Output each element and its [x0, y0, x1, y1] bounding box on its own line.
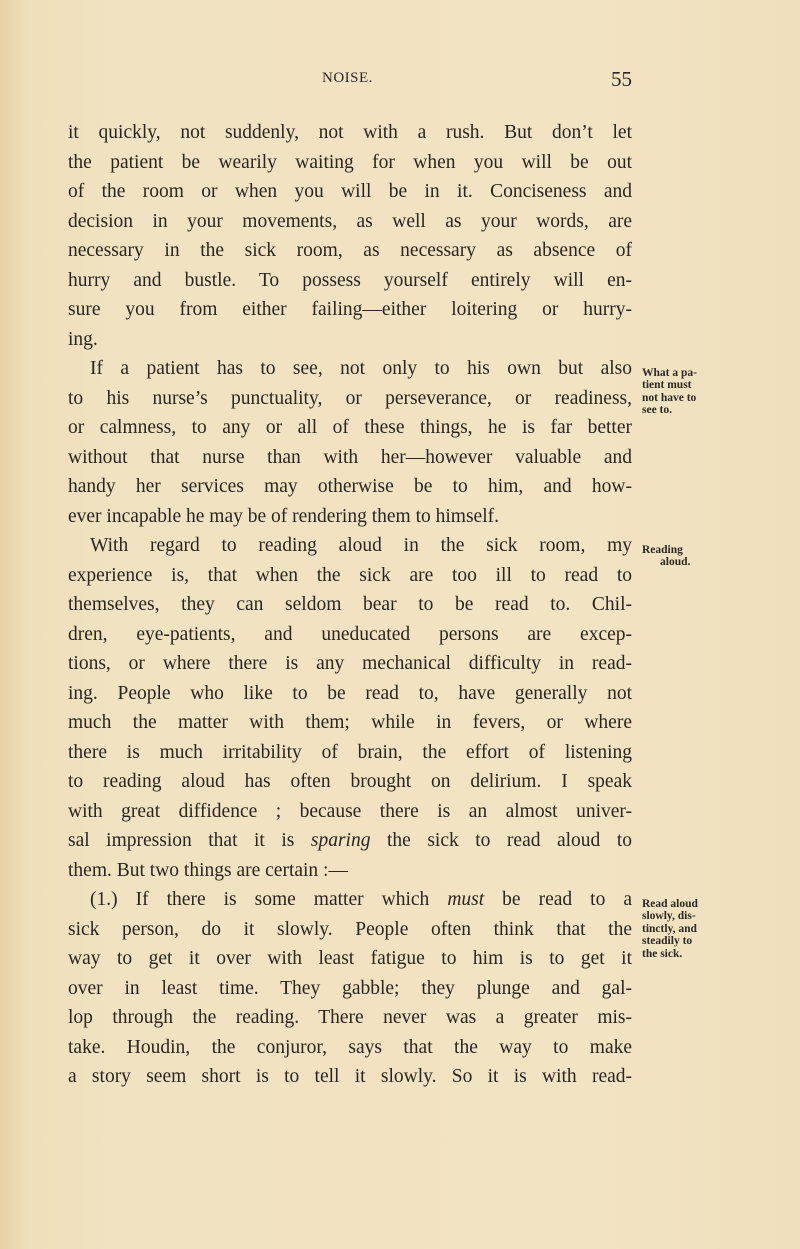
margin-note-line: aloud.: [660, 556, 691, 568]
text-line: it quickly, not suddenly, not with a rush. But don’t let: [68, 122, 632, 143]
text-line: sure you from either failing—either loitering or hurry-: [68, 299, 632, 320]
running-head-title: NOISE.: [322, 70, 373, 86]
text-line: to reading aloud has often brought on delirium. I speak: [68, 771, 632, 792]
text-line: sick person, do it slowly. People often think that the: [68, 918, 632, 940]
text-line: much the matter with them; while in fevers, or where: [68, 712, 632, 733]
text-line: over in least time. They gabble; they plunge and gal-: [68, 977, 632, 999]
text-line: them. But two things are certain :—: [68, 859, 348, 881]
text-line: way to get it over with least fatigue to him is to get it: [68, 948, 632, 969]
text-segment: the sick to read aloud to: [370, 830, 632, 851]
italic-word: sparing: [310, 830, 371, 851]
text-line: ing.: [68, 328, 98, 350]
text-line: take. Houdin, the conjuror, says that the way to make: [68, 1036, 632, 1058]
text-line: without that nurse than with her—however valuable and: [68, 446, 632, 468]
margin-note-line: steadily to: [642, 935, 693, 947]
text-line: a story seem short is to tell it slowly. So it is with read-: [68, 1066, 632, 1087]
margin-note-line: slowly, dis-: [642, 910, 696, 922]
margin-note-line: Reading: [642, 543, 683, 556]
text-segment: be read to a: [484, 889, 632, 910]
margin-note-line: What a pa-: [642, 366, 697, 379]
text-line: With regard to reading aloud in the sick room, my: [90, 535, 632, 556]
text-segment: (1.) If there is some matter which: [90, 889, 448, 910]
text-line: necessary in the sick room, as necessary as absence of: [68, 240, 632, 261]
text-line: there is much irritability of brain, the effort of listening: [68, 741, 632, 763]
text-line: decision in your movements, as well as your words, are: [68, 210, 632, 232]
margin-note-line: tient must: [642, 379, 692, 391]
text-line: If a patient has to see, not only to his own but also: [90, 358, 632, 379]
body-text: [68, 118, 632, 1092]
italic-word: must: [447, 889, 485, 910]
text-line: lop through the reading. There never was a greater mis-: [68, 1007, 632, 1028]
margin-note-line: Read aloud: [642, 897, 698, 910]
page-number: 55: [611, 67, 632, 91]
text-line: [68, 826, 632, 856]
margin-note: [642, 367, 752, 417]
margin-note: [642, 544, 752, 569]
margin-note: [642, 898, 752, 961]
text-line: or calmness, to any or all of these things, he is far better: [68, 417, 632, 438]
text-line: dren, eye-patients, and uneducated persons are excep-: [68, 623, 632, 645]
text-line: hurry and bustle. To possess yourself entirely will en-: [68, 269, 632, 291]
text-line: [68, 885, 632, 915]
margin-note-line: tinctly, and: [642, 922, 697, 935]
text-line: with great diffidence ; because there is an almost univer-: [68, 800, 632, 822]
text-line: ing. People who like to be read to, have generally not: [68, 682, 632, 704]
text-line: themselves, they can seldom bear to be read to. Chil-: [68, 594, 632, 615]
text-line: handy her services may otherwise be to him, and how-: [68, 476, 632, 497]
text-line: tions, or where there is any mechanical difficulty in read-: [68, 653, 632, 674]
text-line: of the room or when you will be in it. Conciseness and: [68, 181, 632, 202]
text-segment: sal impression that it is: [68, 830, 311, 851]
margin-note-line: see to.: [642, 404, 673, 416]
text-line: ever incapable he may be of rendering them to himself.: [68, 505, 499, 527]
running-head: [68, 67, 632, 92]
margin-note-line: the sick.: [642, 947, 683, 960]
margin-note-line: not have to: [642, 391, 697, 404]
text-line: the patient be wearily waiting for when you will be out: [68, 151, 632, 173]
text-line: to his nurse’s punctuality, or perseverance, or readiness,: [68, 387, 632, 409]
text-line: experience is, that when the sick are too ill to read to: [68, 564, 632, 586]
